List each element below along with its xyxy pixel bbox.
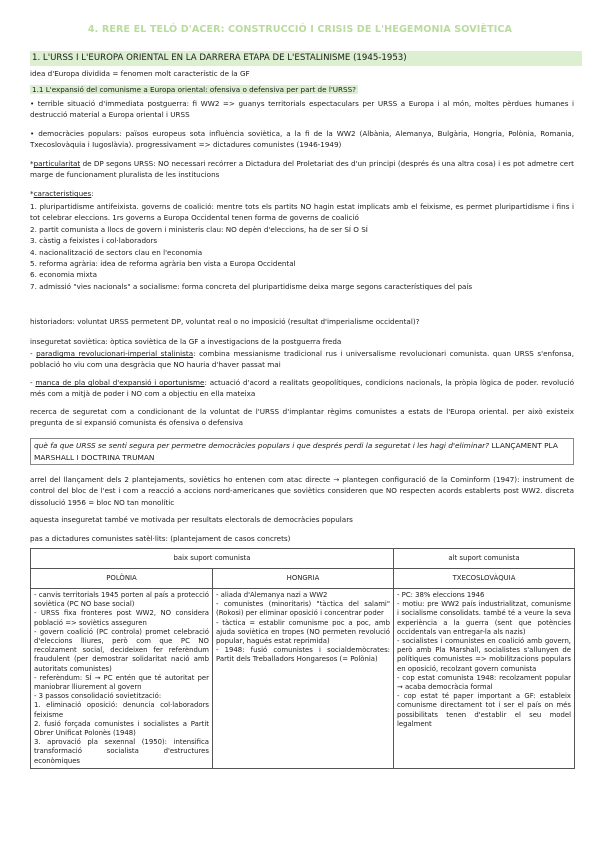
paragraph-terrible: • terrible situació d'immediata postguerra: fi WW2 => guanys territorials espectaculars per URSS a Europa i al món, moltes pèrdues humanes i destrucció material a Europa oriental i URSS [30,99,574,120]
list-item: 2. partit comunista a llocs de govern i ministeris clau: NO depèn d'eleccions, ha de ser SÍ O SÍ [30,224,368,234]
paragraph-historiadors: historiadors: voluntat URSS permetent DP, voluntat real o no imposició (resultat d'imperialisme occidental)? [30,317,420,326]
table-row [31,589,575,769]
col-txecoslovaquia: TXECOSLOVÀQUIA [394,569,575,589]
list-item: 4. nacionalització de sectors clau en l'economia [30,247,203,257]
cell-hongria [213,589,394,769]
list-item: 3. càstig a feixistes i col·laboradors [30,236,158,246]
list-item: - tàctica = establir comunisme poc a poc, amb ajuda soviètica en tropes (NO permeten revolució popular, hagués estat reprimida) [216,618,390,646]
cell-txecoslovaquia [394,589,575,769]
satellite-states-table [30,548,575,769]
group-low-support: baix suport comunista [31,549,394,569]
section-title: 1. L'URSS I L'EUROPA ORIENTAL EN LA DARRERA ETAPA DE L'ESTALINISME (1945-1953) [30,51,582,66]
manca-label: manca de pla global d'expansió i oportunisme [35,378,205,387]
list-item: - referèndum: SÍ → PC entén que té autoritat per maniobrar lliurement al govern [34,673,209,692]
paragraph-particularitat: *particularitat de DP segons URSS: NO necessari recórrer a Dictadura del Proletariat des d'un principi (després és una altra cosa) i es pot admetre cert marge de funcionament pluralista de les institucions [30,159,574,180]
col-polonia: POLÒNIA [31,569,213,589]
list-item: - motiu: pre WW2 país industrialitzat, comunisme i socialisme consolidats. també té a veure la seva experiència a la guerra (sent que potències occidentals van entregar-la als nazis) [397,600,571,636]
paragraph-aquesta: aquesta inseguretat també ve motivada per resultats electorals de democràcies populars [30,515,353,524]
paragraph-democracies: • democràcies populars: països europeus sota influència soviètica, a la fi de la WW2 (Albània, Alemanya, Bulgària, Hongria, Polònia, Romania, Txecoslovàquia i Iugoslàvia). progressivament => dictadures comunistes (1946-1949) [30,129,574,150]
col-hongria: HONGRIA [213,569,394,589]
paradigma-label: paradigma revolucionari-imperial stalinista [36,349,194,358]
list-item: - 3 passos consolidació sovietització: [34,692,162,701]
list-item: 3. aprovació pla sexennal (1950): intensifica transformació socialista d'estructures econòmiques [34,738,209,765]
list-item: - cop estat té paper important a GF: estableix comunisme directament tot i ser el país on més possibilitats tenen d'establir el seu model legalment [397,692,571,728]
list-item: - aliada d'Alemanya nazi a WW2 [216,591,328,599]
paragraph-arrel: arrel del llançament dels 2 plantejaments, soviètics ho entenen com atac directe → plantegen configuració de la Cominform (1947): instrument de control del bloc de l'est i com a reacció a accions nord-americanes que soviètics consideren que NO respecten acords establerts post WW2. discreta dissolució 1956 = bloc NO tan monolític [30,475,574,507]
list-item: - govern coalició (PC controla) promet celebració d'eleccions lliures, però com que PC NO recolzament social, decideixen fer referèndum fraudulent (per demostrar solidaritat nació amb autoritats comunistes) [34,627,209,673]
paragraph-paradigma: - paradigma revolucionari-imperial stalinista: combina messianisme tradicional rus i universalisme revolucionari comunista. quan URSS s'enfonsa, població ho viu com una desgràcia que NO hauria d'haver passat mai [30,349,575,370]
list-characteristics [30,201,574,292]
list-item: 1. pluripartidisme antifeixista. governs de coalició: mentre tots els partits NO hagin estat implicats amb el feixisme, es permet pluripartidisme i fins i tot celebrar eleccions. 1rs governs a Europa Occidental tenen forma de governs de coalició [30,202,574,223]
paragraph-manca: - manca de pla global d'expansió i oportunisme: actuació d'acord a realitats geopolítiques, condicions nacionals, la pròpia lògica de poder. revolució més com a mitjà de poder i NO com a objectiu en ella mateixa [30,378,574,399]
caracteristiques-heading: *caracteristiques: [30,189,94,198]
paradigma-text: : combina messianisme tradicional rus i universalisme revolucionari comunista. quan URSS s'enfonsa, població ho viu com una desgràcia que NO hauria d'haver passat mai [30,349,575,370]
manca-text: : actuació d'acord a realitats geopolítiques, condicions nacionals, la pròpia lògica de poder. revolució més com a mitjà de poder i NO com a objectiu en ella mateixa [30,378,574,399]
paragraph-idea: idea d'Europa dividida = fenomen molt característic de la GF [30,69,250,78]
question-box [30,438,574,465]
group-high-support: alt suport comunista [394,549,575,569]
table-group-row [31,549,575,569]
subsection-title: 1.1 L'expansió del comunisme a Europa oriental: ofensiva o defensiva per part de l'URSS? [32,85,356,94]
list-item: - cop estat comunista 1948: recolzament popular → acaba democràcia formal [397,673,571,692]
particularitat-text: de DP segons URSS: NO necessari recórrer a Dictadura del Proletariat des d'un principi (després és una altra cosa) i es pot admetre cert marge de funcionament pluralista de les institucions [30,159,574,180]
paragraph-inseguretat: inseguretat soviètica: òptica soviètica de la GF a investigacions de la postguerra freda [30,337,342,346]
list-item: - socialistes i comunistes en coalició amb govern, però amb Pla Marshall, socialistes s'allunyen de polítiques comunistes => mobilitzacions populars en oposició, recolzant govern comunista [397,637,571,673]
list-item: 7. admissió "vies nacionals" a socialisme: forma concreta del pluripartidisme deixa marge segons característiques del país [30,281,473,291]
list-item: 6. economia mixta [30,270,98,280]
list-item: 5. reforma agrària: idea de reforma agrària ben vista a Europa Occidental [30,259,296,269]
list-item: 1. eliminació oposició: denuncia col·laboradors feixisme [34,701,209,719]
table-header-row [31,569,575,589]
caracteristiques-label: caracteristiques [33,189,92,198]
cell-polonia [31,589,213,769]
paragraph-recerca: recerca de seguretat com a condicionant de la voluntat de l'URSS d'implantar règims comunistes a estats de l'Europa oriental. per això existeix pregunta de si expansió comunista és ofensiva o defensiva [30,407,574,428]
list-item: - comunistes (minoritaris) "tàctica del salami" (Rokosi) per eliminar oposició i concentrar poder [216,600,390,618]
list-item: - 1948: fusió comunistes i socialdemòcrates: Partit dels Treballadors Hongaresos (= Polònia) [216,646,390,664]
list-item: - canvis territorials 1945 porten al país a protecció soviètica (PC NO base social) [34,591,209,609]
paragraph-dictadures: pas a dictadures comunistes satèl·lits: (plantejament de casos concrets) [30,534,291,543]
particularitat-label: particularitat [33,159,81,168]
question-answer: LLANÇAMENT PLA MARSHALL I DOCTRINA TRUMAN [34,441,558,462]
question-text: què fa que URSS se senti segura per permetre democràcies populars i que després perdi la seguretat i les hagi d'eliminar? [34,441,490,450]
list-item: - PC: 38% eleccions 1946 [397,591,485,599]
list-item: - URSS fixa fronteres post WW2, NO considera població => soviètics asseguren [34,609,209,627]
subsection-heading [30,84,574,95]
list-item: 2. fusió forçada comunistes i socialistes a Partit Obrer Unificat Polonès (1948) [34,719,209,738]
page-title: 4. RERE EL TELÓ D'ACER: CONSTRUCCIÓ I CRISIS DE L'HEGEMONIA SOVIÈTICA [87,24,513,35]
